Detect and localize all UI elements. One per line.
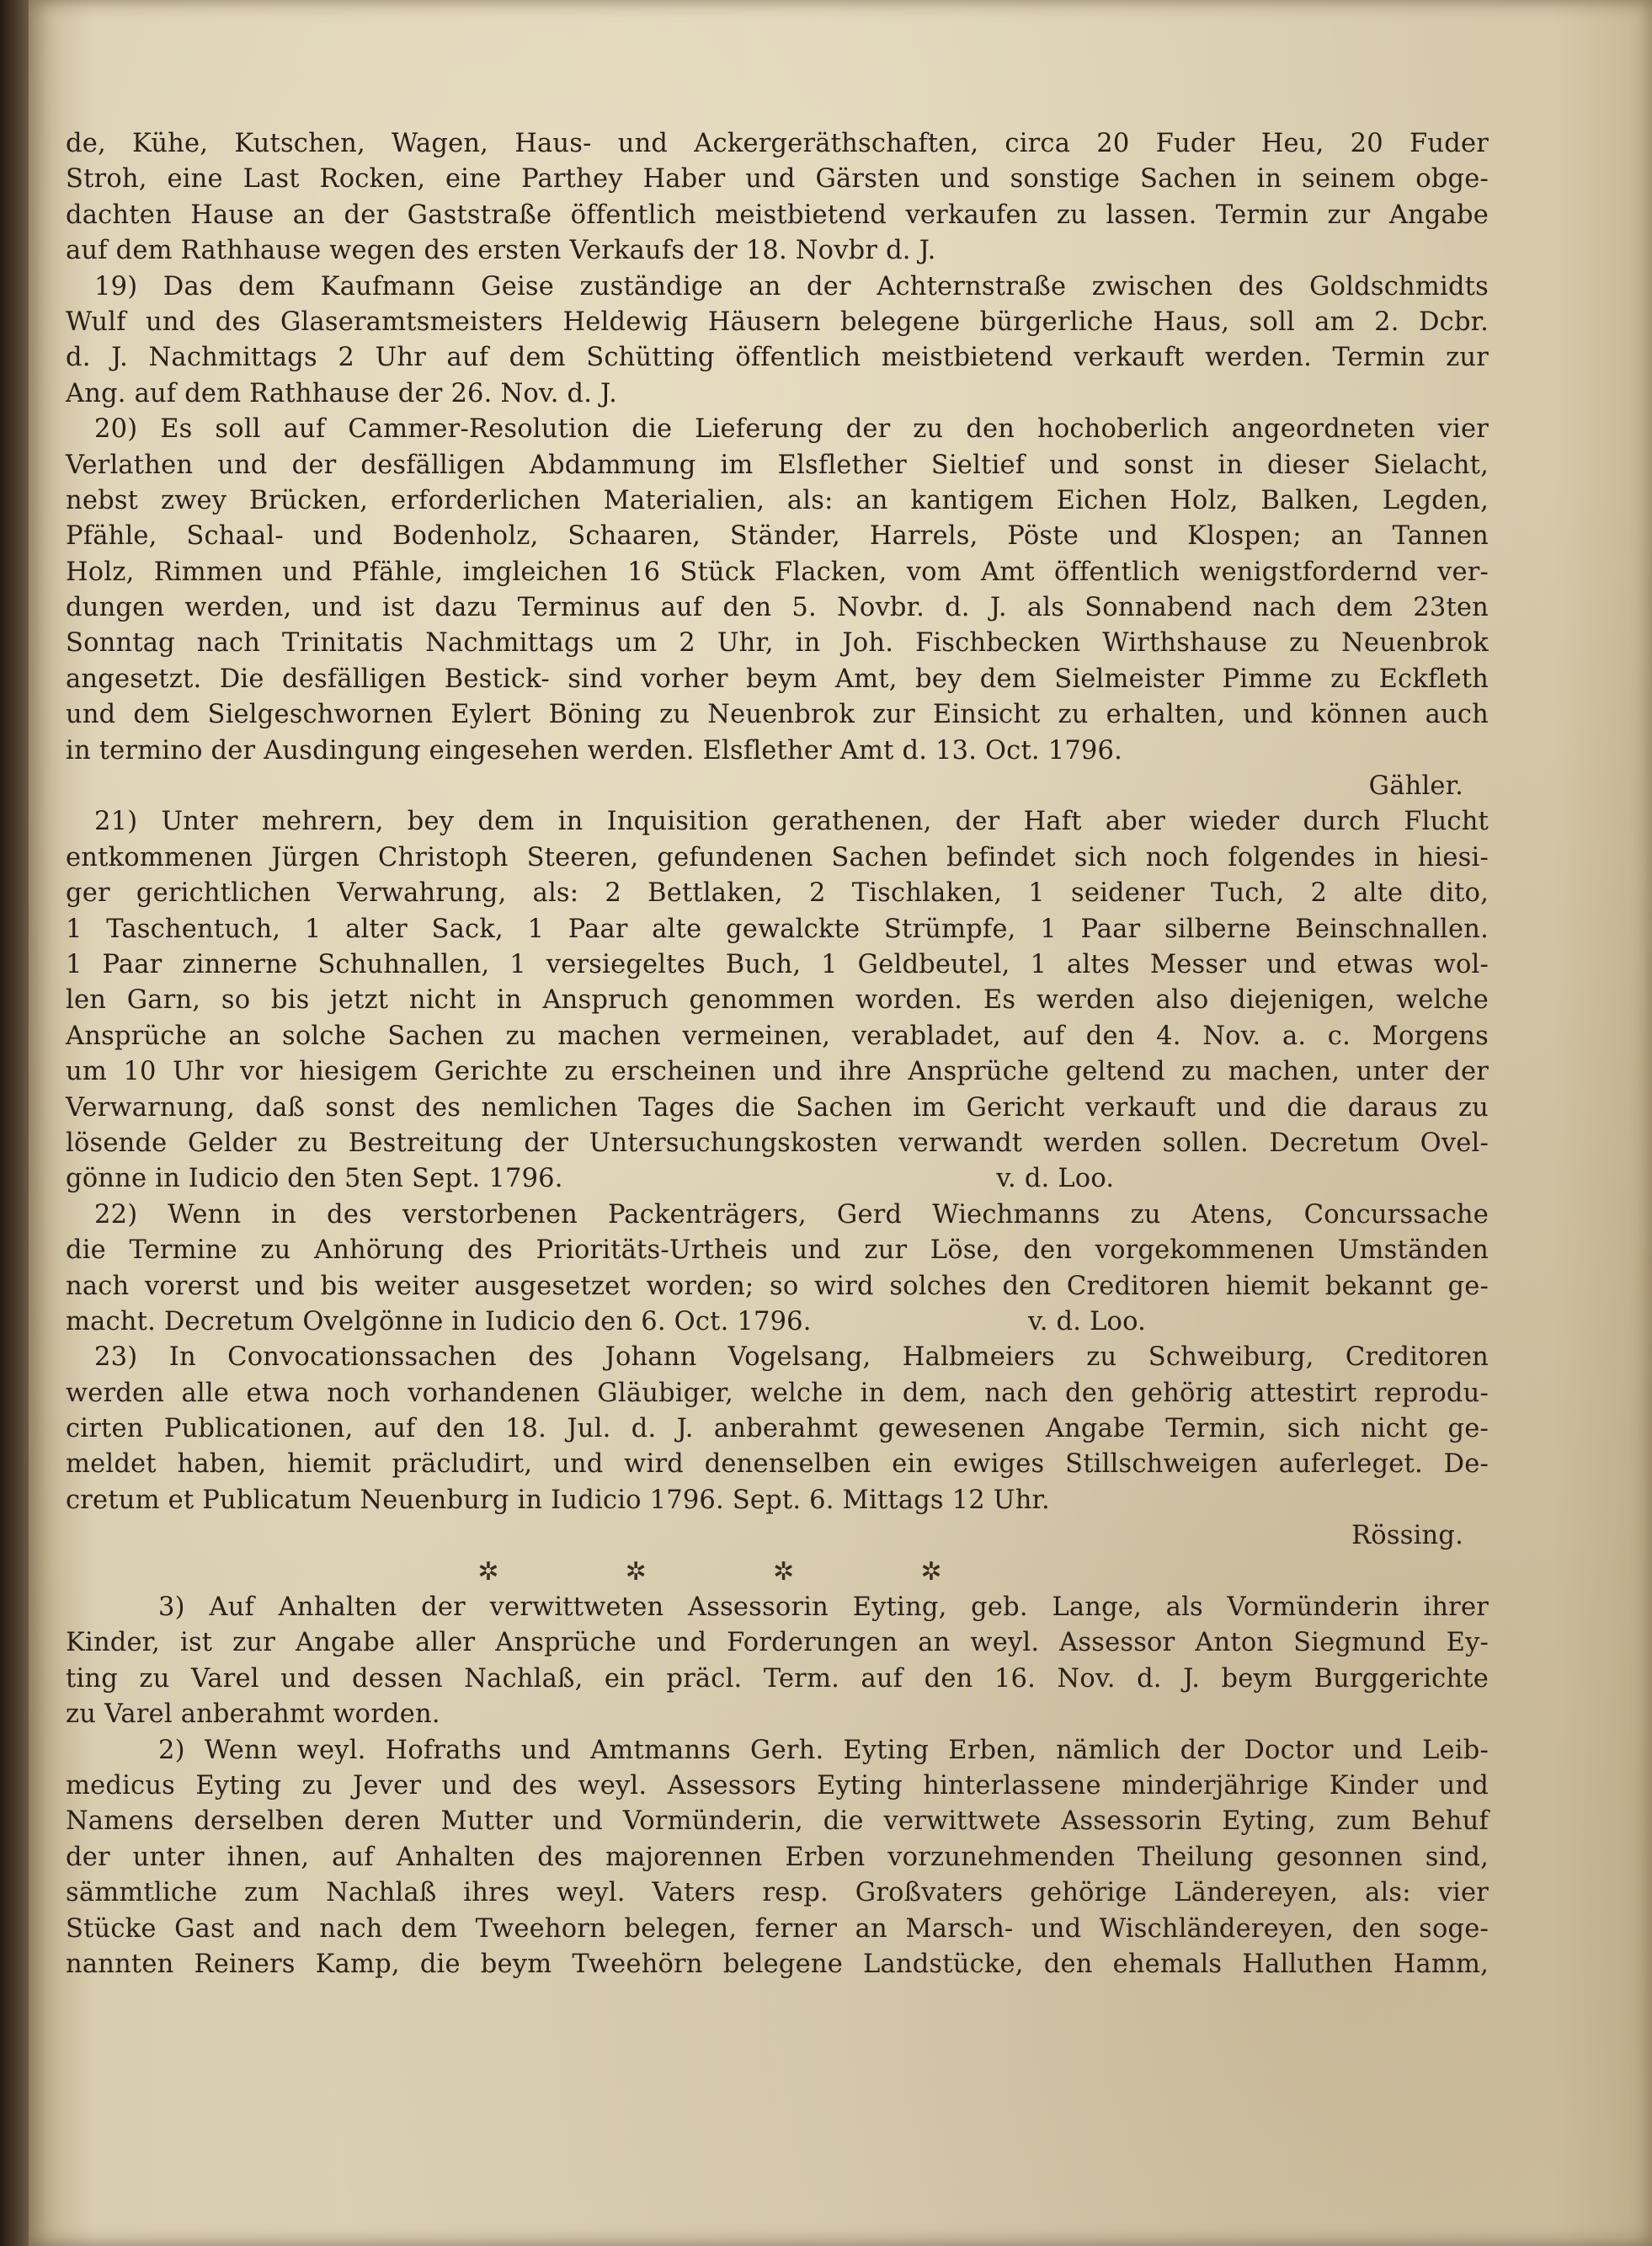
text-line: 19) Das dem Kaufmann Geise zuständige an der Achternstraße zwischen des Goldschmidts [94,271,1489,301]
text-line: d. J. Nachmittags 2 Uhr auf dem Schütting öffentlich meistbietend verkauft werden. Termin zur [66,343,1489,373]
text-line: Stücke Gast and nach dem Tweehorn belegen, ferner an Marsch- und Wischländereyen, den soge- [66,1913,1489,1944]
text-line: 2) Wenn weyl. Hofraths und Amtmanns Gerh. Eyting Erben, nämlich der Doctor und Leib- [158,1735,1489,1765]
document-page [29,0,1652,2246]
text-line: zu Varel anberahmt worden. [66,1699,440,1730]
text-line: gönne in Iudicio den 5ten Sept. 1796. v. d. Loo. [66,1164,1115,1194]
text-line: Verwarnung, daß sonst des nemlichen Tages die Sachen im Gericht verkauft und die daraus zu [66,1092,1489,1123]
text-line: Namens derselben deren Mutter und Vormünderin, die verwittwete Assessorin Eyting, zum Behuf [66,1806,1489,1837]
text-line: 21) Unter mehrern, bey dem in Inquisition gerathenen, der Haft aber wieder durch Flucht [94,807,1489,837]
paragraph-21 [66,804,1489,1197]
text-line: ting zu Varel und dessen Nachlaß, ein präcl. Term. auf den 16. Nov. d. J. beym Burggerichte [66,1663,1489,1694]
text-line: entkommenen Jürgen Christoph Steeren, gefundenen Sachen befindet sich noch folgendes in hiesi- [66,842,1489,872]
text-line: 3) Auf Anhalten der verwittweten Assessorin Eyting, geb. Lange, als Vormünderin ihrer [158,1592,1489,1623]
asterism-icon: ✲ [920,1556,942,1587]
paragraph-19 [66,269,1489,413]
text-line: 20) Es soll auf Cammer-Resolution die Lieferung der zu den hochoberlich angeordneten vier [94,414,1489,445]
text-line: de, Kühe, Kutschen, Wagen, Haus- und Ackergeräthschaften, circa 20 Fuder Heu, 20 Fuder [66,129,1489,158]
text-line: 22) Wenn in des verstorbenen Packenträgers, Gerd Wiechmanns zu Atens, Concurssache [94,1199,1489,1230]
paragraph-2 [66,1733,1489,1983]
paragraph-22 [66,1198,1489,1341]
text-line: angesetzt. Die desfälligen Bestick- sind vorher beym Amt, bey dem Sielmeister Pimme zu Eckfleth [66,664,1489,694]
asterism-icon: ✲ [625,1556,647,1587]
paragraph-18-continuation [66,126,1489,269]
document-text [66,126,1489,1982]
text-line: lösende Gelder zu Bestreitung der Untersuchungskosten verwandt werden sollen. Decretum Ovel- [66,1128,1489,1158]
text-line: nannten Reiners Kamp, die beym Tweehörn belegene Landstücke, den ehemals Halluthen Hamm, [66,1949,1489,1979]
paragraph-3 [66,1590,1489,1733]
text-line: nach vorerst und bis weiter ausgesetzet worden; so wird solches den Creditoren hiemit bekannt ge- [66,1271,1489,1301]
text-line: 1 Taschentuch, 1 alter Sack, 1 Paar alte gewalckte Strümpfe, 1 Paar silberne Beinschnallen. [66,914,1489,944]
book-spine-shadow [0,0,29,2246]
paragraph-23 [66,1340,1489,1554]
section-divider-ornament [66,1555,1489,1590]
text-line: Ang. auf dem Rathhause der 26. Nov. d. J. [66,378,617,408]
text-line: dachten Hause an der Gaststraße öffentlich meistbietend verkaufen zu lassen. Termin zur Angabe [66,200,1489,230]
text-line: Stroh, eine Last Rocken, eine Parthey Haber und Gärsten und sonstige Sachen in seinem obge- [66,164,1489,195]
text-line: dungen werden, und ist dazu Terminus auf den 5. Novbr. d. J. als Sonnabend nach dem 23ten [66,593,1489,623]
paragraph-20 [66,412,1489,804]
text-line: Verlathen und der desfälligen Abdammung im Elsflether Sieltief und sonst in dieser Sielacht, [66,450,1489,480]
text-line: medicus Eyting zu Jever und des weyl. Assessors Eyting hinterlassene minderjährige Kinder und [66,1770,1489,1801]
text-line: 23) In Convocationssachen des Johann Vogelsang, Halbmeiers zu Schweiburg, Creditoren [94,1342,1489,1373]
text-line: 1 Paar zinnerne Schuhnallen, 1 versiegeltes Buch, 1 Geldbeutel, 1 altes Messer und etwas wol- [66,949,1489,979]
text-line: werden alle etwa noch vorhandenen Gläubiger, welche in dem, nach den gehörig attestirt reprodu- [66,1378,1489,1408]
text-line: um 10 Uhr vor hiesigem Gerichte zu erscheinen und ihre Ansprüche geltend zu machen, unter der [66,1057,1489,1087]
text-line: Sonntag nach Trinitatis Nachmittags um 2 Uhr, in Joh. Fischbecken Wirthshause zu Neuenbrok [66,628,1489,659]
text-line: Holz, Rimmen und Pfähle, imgleichen 16 Stück Flacken, vom Amt öffentlich wenigstfordernd ver- [66,557,1489,587]
text-line: Wulf und des Glaseramtsmeisters Heldewig Häusern belegene bürgerliche Haus, soll am 2. Dcbr. [66,307,1489,337]
text-line: cretum et Publicatum Neuenburg in Iudicio 1796. Sept. 6. Mittags 12 Uhr. [66,1485,1050,1515]
asterism-icon: ✲ [773,1556,795,1587]
text-line: Kinder, ist zur Angabe aller Ansprüche und Forderungen an weyl. Assessor Anton Siegmund Ey- [66,1628,1489,1658]
text-line: nebst zwey Brücken, erforderlichen Materialien, als: an kantigem Eichen Holz, Balken, Legden, [66,485,1489,515]
text-line: macht. Decretum Ovelgönne in Iudicio den 6. Oct. 1796. v. d. Loo. [66,1306,1147,1336]
text-line: meldet haben, hiemit präcludirt, und wird denenselben ein ewiges Stillschweigen auferleget. De- [66,1449,1489,1480]
text-line: Pfähle, Schaal- und Bodenholz, Schaaren, Ständer, Harrels, Pöste und Klospen; an Tannen [66,521,1489,552]
signature-gaehler: Gähler. [1368,771,1463,802]
text-line: in termino der Ausdingung eingesehen werden. Elsflether Amt d. 13. Oct. 1796. [66,735,1123,766]
signature-roessing: Rössing. [1351,1521,1463,1551]
text-line: auf dem Rathhause wegen des ersten Verkaufs der 18. Novbr d. J. [66,236,936,266]
text-line: und dem Sielgeschwornen Eylert Böning zu Neuenbrok zur Einsicht zu erhalten, und können auch [66,700,1489,730]
asterism-icon: ✲ [477,1556,499,1587]
text-line: cirten Publicationen, auf den 18. Jul. d. J. anberahmt gewesenen Angabe Termin, sich nicht ge- [66,1414,1489,1444]
text-line: Ansprüche an solche Sachen zu machen vermeinen, verabladet, auf den 4. Nov. a. c. Morgens [66,1021,1489,1051]
text-line: sämmtliche zum Nachlaß ihres weyl. Vaters resp. Großvaters gehörige Ländereyen, als: vier [66,1878,1489,1908]
text-line: der unter ihnen, auf Anhalten des majorennen Erben vorzunehmenden Theilung gesonnen sind, [66,1842,1489,1872]
text-line: len Garn, so bis jetzt nicht in Anspruch genommen worden. Es werden also diejenigen, welche [66,985,1489,1016]
text-line: ger gerichtlichen Verwahrung, als: 2 Bettlaken, 2 Tischlaken, 1 seidener Tuch, 2 alte dito, [66,878,1489,909]
text-line: die Termine zu Anhörung des Prioritäts-Urtheis und zur Löse, den vorgekommenen Umständen [66,1235,1489,1266]
